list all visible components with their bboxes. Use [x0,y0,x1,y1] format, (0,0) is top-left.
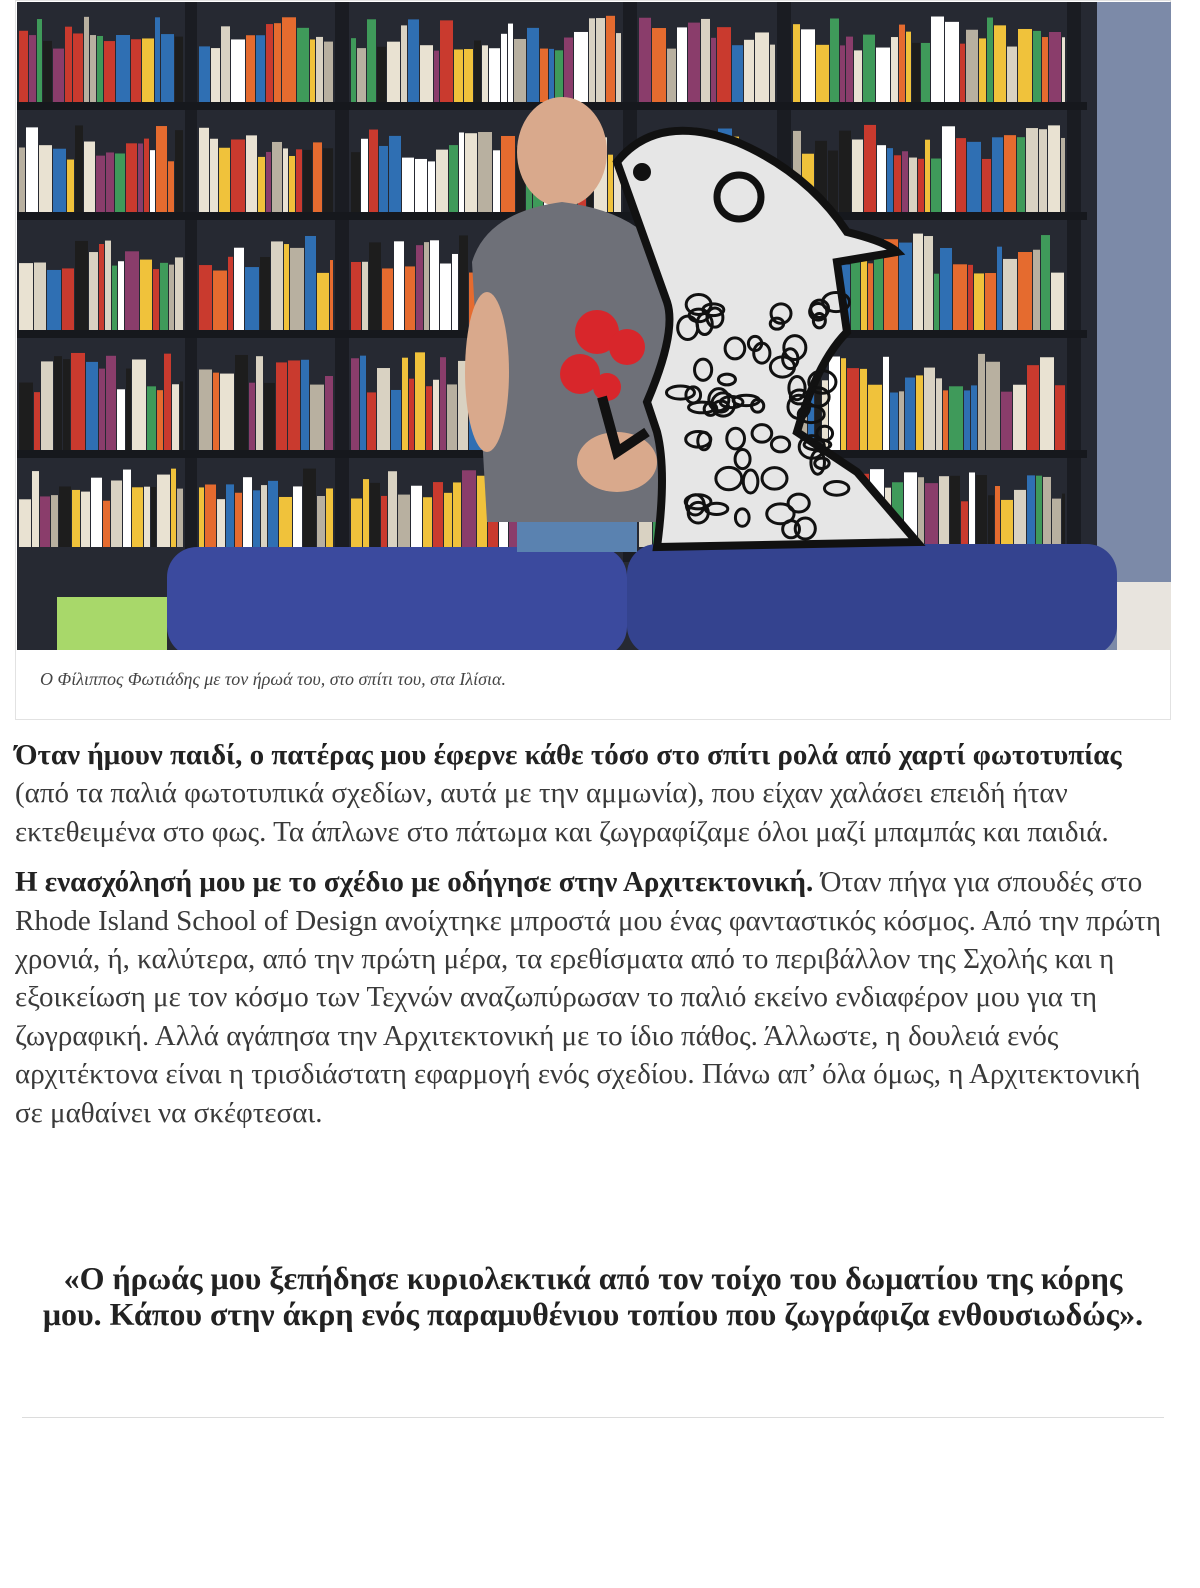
paragraph-2 [15,863,1175,1132]
paragraph-1-text: (από τα παλιά φωτοτυπικά σχεδίων, αυτά με την αμμωνία), που είχαν χαλάσει επειδή ήταν εκτεθειμένα στο φως. Τα άπλωνε στο πάτωμα και ζωγραφίζαμε όλοι μαζί μπαμπάς και παιδιά. [15,777,1109,848]
paragraph-1-lead: Όταν ήμουν παιδί, ο πατέρας μου έφερνε κάθε τόσο στο σπίτι ρολά από χαρτί φωτοτυπίας [15,739,1122,771]
pull-quote: «Ο ήρωάς μου ξεπήδησε κυριολεκτικά από τον τοίχο του δωματίου της κόρης μου. Κάπου στην άκρη ενός παραμυθένιου τοπίου που ζωγράφιζα ενθουσιωδώς». [42,1260,1144,1332]
photo-illustration [17,2,1171,650]
photo [17,2,1171,650]
paragraph-2-text: Όταν πήγα για σπουδές στο Rhode Island School of Design ανοίχτηκε μπροστά μου ένας φανταστικός κόσμος. Από την πρώτη χρονιά, ή, καλύτερα, από την πρώτη μέρα, τα ερεθίσματα από το περιβάλλον της Σχολής και η εξοικείωση με τον κόσμο των Τεχνών αναζωπύρωσαν το παλιό εκείνο ενδιαφέρον μου για τη ζωγραφική. Αλλά αγάπησα την Αρχιτεκτονική με το ίδιο πάθος. Άλλωστε, η δουλειά ενός αρχιτέκτονα είναι η τρισδιάστατη εφαρμογή ενός σχεδίου. Πάνω απ’ όλα όμως, η Αρχιτεκτονική σε μαθαίνει να σκέφτεσαι. [15,866,1162,1129]
paragraph-1 [15,736,1175,851]
paragraph-2-lead: Η ενασχόλησή μου με το σχέδιο με οδήγησε στην Αρχιτεκτονική. [15,866,814,899]
divider [22,1417,1164,1418]
photo-caption: Ο Φίλιππος Φωτιάδης με τον ήρωά του, στο σπίτι του, στα Ιλίσια. [40,669,506,689]
article-body [15,736,1175,1144]
article-figure [15,0,1171,720]
